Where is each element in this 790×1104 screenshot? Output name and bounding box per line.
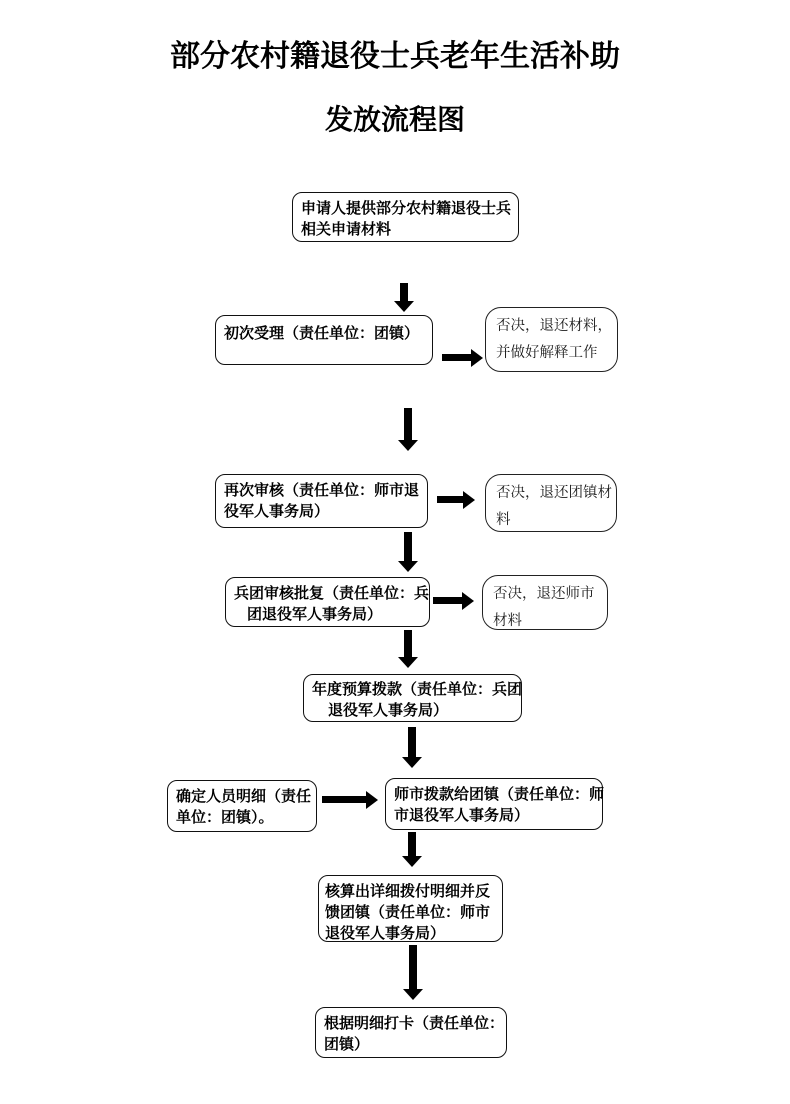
arrow-head [402, 757, 422, 768]
arrow-allocate-to-calc-feedback [402, 832, 422, 867]
arrow-head [398, 657, 418, 668]
page-title-line1: 部分农村籍退役士兵老年生活补助 [170, 40, 620, 73]
node-corps-approval: 兵团审核批复（责任单位：兵 团退役军人事务局） [225, 577, 430, 627]
page-title-line2: 发放流程图 [324, 104, 465, 135]
arrow-head [403, 989, 423, 1000]
node-second-review: 再次审核（责任单位：师市退 役军人事务局） [215, 474, 428, 528]
arrow-head [398, 440, 418, 451]
node-initial-review: 初次受理（责任单位：团镇） [215, 315, 433, 365]
arrow-second-review-to-corps-approval [398, 532, 418, 572]
arrow-head [463, 491, 475, 509]
node-reject-corps: 否决，退还师市 材料 [482, 575, 608, 630]
node-personnel-detail: 确定人员明细（责任 单位：团镇）。 [167, 780, 317, 832]
node-reject-initial: 否决，退还材料， 并做好解释工作 [485, 307, 618, 372]
node-pay-by-card: 根据明细打卡（责任单位： 团镇） [315, 1007, 507, 1058]
node-reject-second: 否决，退还团镇材 料 [485, 474, 617, 532]
arrow-shaft [400, 283, 408, 302]
arrow-head [402, 856, 422, 867]
arrow-shaft [322, 796, 368, 803]
arrow-shaft [433, 597, 464, 604]
arrow-shaft [437, 496, 465, 503]
arrow-head [394, 301, 414, 312]
arrow-initial-review-to-reject [442, 349, 483, 367]
arrow-calc-feedback-to-pay-by-card [403, 945, 423, 1000]
arrow-annual-budget-to-allocate [402, 727, 422, 768]
arrow-corps-approval-to-annual-budget [398, 630, 418, 668]
node-calc-feedback: 核算出详细拨付明细并反 馈团镇（责任单位：师市 退役军人事务局） [318, 875, 503, 942]
arrow-second-review-to-reject [437, 491, 475, 509]
arrow-shaft [442, 354, 473, 361]
arrow-head [366, 791, 378, 809]
arrow-shaft [404, 408, 412, 441]
arrow-corps-approval-to-reject [433, 592, 474, 610]
arrow-apply-to-initial-review [394, 283, 414, 312]
arrow-head [398, 561, 418, 572]
arrow-shaft [408, 727, 416, 758]
arrow-shaft [409, 945, 417, 990]
arrow-shaft [404, 630, 412, 658]
arrow-shaft [408, 832, 416, 857]
arrow-shaft [404, 532, 412, 562]
arrow-initial-review-to-second-review [398, 408, 418, 451]
node-allocate-to-town: 师市拨款给团镇（责任单位：师 市退役军人事务局） [385, 778, 603, 830]
arrow-head [471, 349, 483, 367]
node-apply-materials: 申请人提供部分农村籍退役士兵 相关申请材料 [292, 192, 519, 242]
arrow-head [462, 592, 474, 610]
node-annual-budget: 年度预算拨款（责任单位：兵团 退役军人事务局） [303, 674, 522, 722]
arrow-personnel-detail-to-allocate [322, 791, 378, 809]
